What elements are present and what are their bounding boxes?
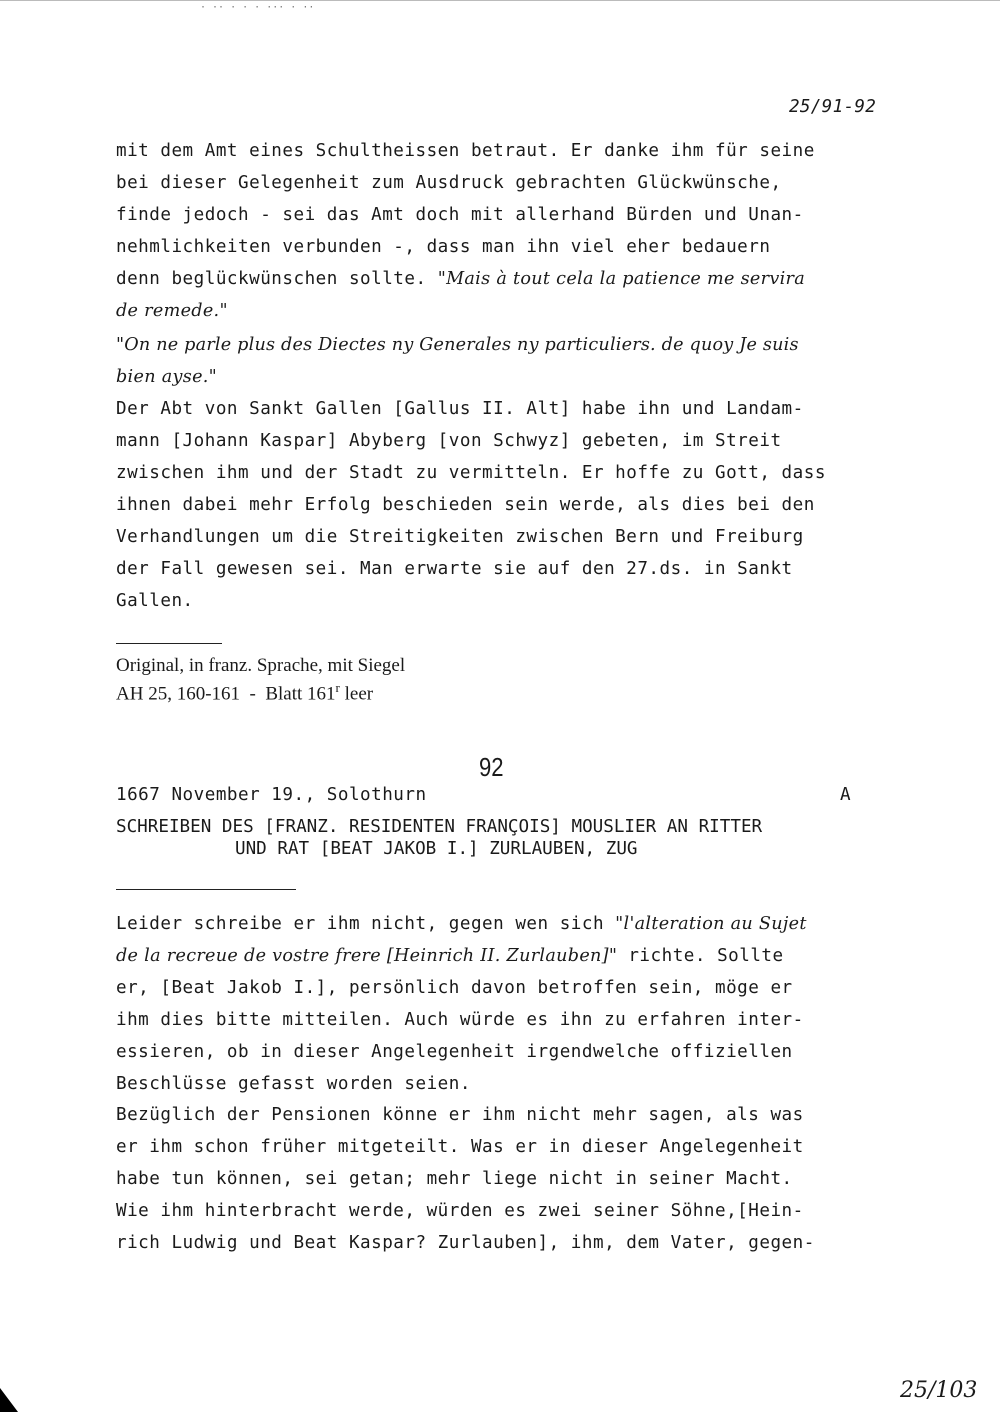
footnote-rule: [116, 643, 222, 644]
scan-specks: · ·· · · · ··· · ··: [200, 2, 315, 13]
text-line: Verhandlungen um die Streitigkeiten zwischen Bern und Freiburg: [116, 527, 804, 547]
entry-title: SCHREIBEN DES [FRANZ. RESIDENTEN FRANÇOIS] MOUSLIER AN RITTER: [116, 817, 763, 837]
text-line: zwischen ihm und der Stadt zu vermitteln. Er hoffe zu Gott, dass: [116, 463, 826, 483]
source-note: Original, in franz. Sprache, mit Siegel: [116, 655, 406, 676]
text-line: der Fall gewesen sei. Man erwarte sie auf den 27.ds. in Sankt: [116, 559, 793, 579]
entry-number: 92: [479, 752, 504, 782]
text-line: er, [Beat Jakob I.], persönlich davon betroffen sein, möge er: [116, 978, 793, 998]
text-line: Bezüglich der Pensionen könne er ihm nicht mehr sagen, als was: [116, 1105, 804, 1125]
french-quote: bien ayse.": [116, 367, 218, 387]
text-line: essieren, ob in dieser Angelegenheit irgendwelche offiziellen: [116, 1042, 793, 1062]
page-reference: 25/91-92: [789, 97, 877, 117]
entry-marker: A: [840, 785, 852, 805]
entry-title: UND RAT [BEAT JAKOB I.] ZURLAUBEN, ZUG: [235, 839, 638, 859]
scan-edge: [0, 0, 1000, 1]
text-line: [116, 913, 807, 935]
french-quote: "On ne parle plus des Diectes ny Generales ny particuliers. de quoy Je suis: [116, 335, 799, 355]
text-segment: Leider schreibe er ihm nicht, gegen wen sich: [116, 914, 616, 934]
text-segment: richte. Sollte: [617, 946, 784, 966]
text-line: ihnen dabei mehr Erfolg beschieden sein werde, als dies bei den: [116, 495, 815, 515]
text-line: Der Abt von Sankt Gallen [Gallus II. Alt] habe ihn und Landam-: [116, 399, 804, 419]
source-note: [116, 677, 373, 705]
text-line: habe tun können, sei getan; mehr liege nicht in seiner Macht.: [116, 1169, 793, 1189]
french-quote: de remede.": [116, 301, 228, 321]
source-archive: AH 25, 160-161 - Blatt 161: [116, 683, 336, 705]
text-line: [116, 945, 784, 967]
source-leer: leer: [339, 683, 374, 705]
text-line: ihm dies bitte mitteilen. Auch würde es ihn zu erfahren inter-: [116, 1010, 804, 1030]
recto-mark: r: [335, 680, 340, 695]
scan-corner: [0, 1388, 18, 1412]
entry-date-place: 1667 November 19., Solothurn: [116, 785, 427, 805]
french-quote: "l'alteration au Sujet: [615, 914, 807, 934]
text-line: nehmlichkeiten verbunden -, dass man ihn viel eher bedauern: [116, 237, 771, 257]
text-line: Beschlüsse gefasst worden seien.: [116, 1074, 471, 1094]
text-line: mit dem Amt eines Schultheissen betraut. Er danke ihm für seine: [116, 141, 815, 161]
text-line: Wie ihm hinterbracht werde, würden es zwei seiner Söhne,[Hein-: [116, 1201, 804, 1221]
text-line: mann [Johann Kaspar] Abyberg [von Schwyz] gebeten, im Streit: [116, 431, 782, 451]
handwritten-page-number: 25/103: [900, 1378, 978, 1403]
text-line: finde jedoch - sei das Amt doch mit allerhand Bürden und Unan-: [116, 205, 804, 225]
text-line: bei dieser Gelegenheit zum Ausdruck gebrachten Glückwünsche,: [116, 173, 782, 193]
french-quote: "Mais à tout cela la patience me servira: [437, 269, 806, 289]
text-line: [116, 268, 805, 290]
french-quote: de la recreue de vostre frere [Heinrich II. Zurlauben]": [116, 946, 618, 966]
title-rule: [116, 889, 296, 890]
text-segment: denn beglückwünschen sollte.: [116, 269, 438, 289]
text-line: Gallen.: [116, 591, 194, 611]
text-line: rich Ludwig und Beat Kaspar? Zurlauben], ihm, dem Vater, gegen-: [116, 1233, 815, 1253]
text-line: er ihm schon früher mitgeteilt. Was er in dieser Angelegenheit: [116, 1137, 804, 1157]
